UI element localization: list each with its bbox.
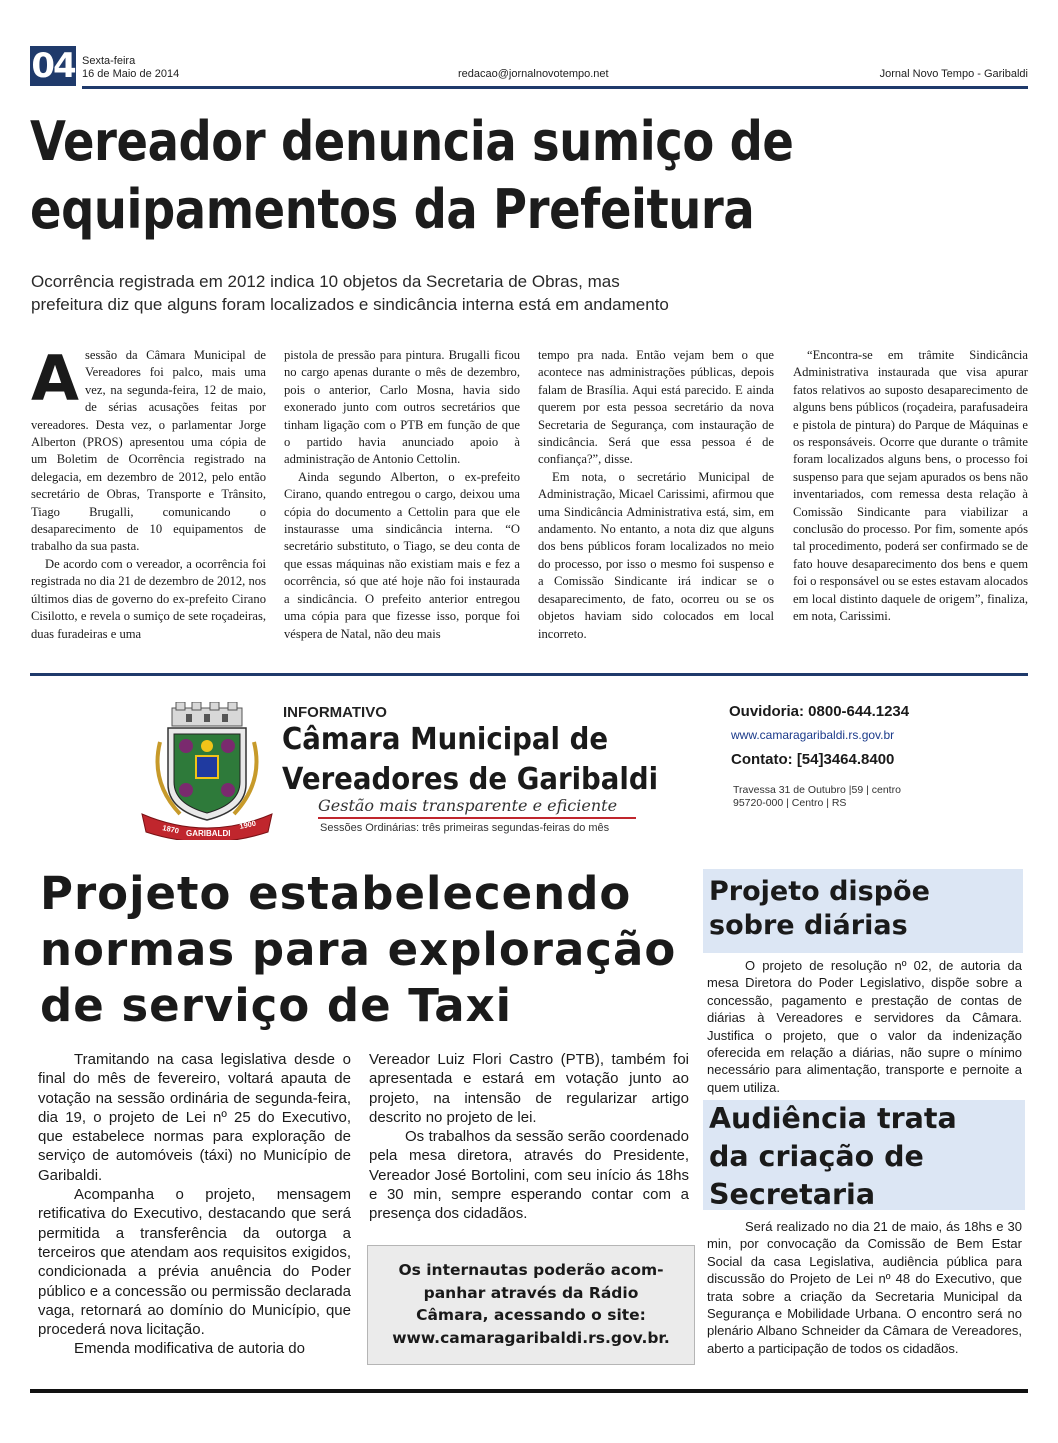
article1-column-4: [793, 347, 1028, 626]
slogan-underline: [318, 817, 636, 819]
article1-column-2: [284, 347, 520, 643]
headline-line: Secretaria: [709, 1178, 876, 1211]
camara-website-link[interactable]: www.camaragaribaldi.rs.gov.br: [731, 728, 895, 742]
promo-website-link[interactable]: www.camaragaribaldi.rs.gov.br.: [392, 1328, 670, 1347]
title-line: Câmara Municipal de: [282, 722, 609, 757]
newspaper-name: Jornal Novo Tempo - Garibaldi: [879, 68, 1028, 80]
article3-body: [707, 957, 1022, 1096]
article2-headline: [40, 866, 740, 1034]
paragraph: Vereador Luiz Flori Castro (PTB), também foi apresentada e estará em votação junto ao projeto, na intensão de regularizar artigo descrito no projeto de lei.: [369, 1051, 689, 1126]
paragraph: Emenda modificativa de autoria do: [74, 1340, 305, 1358]
subhead-line: Ocorrência registrada em 2012 indica 10 objetos da Secretaria de Obras, mas: [31, 272, 620, 291]
masthead: [30, 44, 1028, 90]
headline-line: Vereador denuncia sumiço de: [30, 110, 794, 173]
page-bottom-rule: [30, 1389, 1028, 1393]
article4-headline: [703, 1100, 1025, 1210]
crest-year-left: 1870: [161, 823, 180, 836]
contact-phone: Contato: [54]3464.8400: [731, 751, 895, 768]
article1-headline: [30, 108, 890, 244]
radio-camara-promo-box: [367, 1245, 695, 1365]
headline-line: da criação de: [709, 1140, 924, 1173]
paragraph: Ainda segundo Alberton, o ex-prefeito Cirano, quando entregou o cargo, deixou uma cópia do documento a Cettolin para que ele instaurasse uma sindicância interna. “O secretário substituto, o Tiago, se deu conta de que essas máquinas não existiam mais e fez a ocorrência, só que até hoje não foi instaurada a sindicância. O prefeito anterior entregou uma cópia para que fizesse isso, porque foi véspera de Natal, não deu mais: [284, 469, 520, 641]
paragraph: Em nota, o secretário Municipal de Administração, Micael Carissimi, afirmou que uma Sindicância Administrativa está, sim, em andamento. No entanto, a nota diz que alguns dos bens públicos foram localizados no meio do processo, por isso o mesmo foi suspenso e a Comissão Sindicante irá indicar se o desaparecimento, de fato, ocorreu ou se os objetos haviam sido colocados em local incorreto.: [538, 469, 774, 641]
headline-line: equipamentos da Prefeitura: [30, 178, 755, 241]
paragraph: Tramitando na casa legislativa desde o final do mês de fevereiro, voltará apauta de votação na sessão ordinária de segunda-feira, dia 19, o projeto de Lei nº 25 do Executivo, que estabelece normas para exploração de serviço de automóveis (táxi) no Município de Garibaldi.: [38, 1051, 351, 1184]
crest-year-right: 1900: [238, 818, 257, 831]
drop-cap: A: [31, 342, 79, 415]
promo-line: Câmara, acessando o site:: [416, 1306, 646, 1324]
camara-slogan: Gestão mais transparente e eficiente: [318, 796, 618, 815]
paragraph: O projeto de resolução nº 02, de autoria da mesa Diretora do Poder Legislativo, dispõe sobre a concessão, pagamento e prestação de contas de diárias à Vereadores e servidores da Câmara. Justifica o projeto, que o valor da indenização oferecida em relação a diárias, não supre o mínimo necessário para alimentação, transporte e pernoite a quem utiliza.: [707, 958, 1022, 1095]
paragraph: Os trabalhos da sessão serão coordenado pela mesa diretora, através do Presidente, Vereador José Bortolini, com seu início ás 18hs e 30 min, sempre esperando contar com a presença dos cidadãos.: [369, 1128, 689, 1223]
promo-line: Os internautas poderão acom-: [398, 1261, 664, 1279]
camara-crest-icon: [140, 702, 274, 840]
paragraph: sessão da Câmara Municipal de Vereadores foi palco, mais uma vez, na segunda-feira, 12 de maio, de sérias acusações feitas por vereadores. Desta vez, o parlamentar Jorge Alberton (PROS) apresentou uma cópia de um Boletim de Ocorrência registrado na delegacia, em dezembro de 2012, pelo então secretário de Obras, Transporte e Trânsito, Tiago Brugalli, comunicando o desaparecimento de 10 equipamentos de trabalho da sua pasta.: [31, 348, 266, 554]
page-number: 04: [31, 46, 75, 86]
newsroom-email[interactable]: redacao@jornalnovotempo.net: [458, 68, 609, 80]
article2-column-2: [369, 1050, 689, 1224]
issue-date: 16 de Maio de 2014: [82, 68, 180, 80]
sessions-note: Sessões Ordinárias: três primeiras segundas-feiras do mês: [320, 822, 610, 834]
date-block: [82, 55, 179, 81]
subhead-line: prefeitura diz que alguns foram localizados e sindicância interna está em andamento: [31, 295, 669, 314]
headline-line: Projeto dispõe: [709, 876, 930, 907]
promo-line: panhar através da Rádio: [423, 1283, 639, 1302]
informativo-label: INFORMATIVO: [283, 704, 387, 721]
ouvidoria-phone: Ouvidoria: 0800-644.1234: [729, 703, 910, 720]
title-line: Vereadores de Garibaldi: [282, 762, 659, 797]
camara-title: [282, 720, 658, 800]
camara-address: [733, 784, 901, 810]
article3-headline: [703, 869, 1023, 953]
article1-subhead: [31, 270, 731, 316]
masthead-rule: [82, 86, 1028, 89]
address-line: 95720-000 | Centro | RS: [733, 797, 847, 809]
crest-city: GARIBALDI: [186, 829, 231, 838]
headline-line: Audiência trata: [709, 1102, 957, 1135]
weekday: Sexta-feira: [82, 55, 136, 67]
article1-column-1: [31, 342, 266, 643]
paragraph: “Encontra-se em trâmite Sindicância Administrativa instaurada que visa apurar fatos relativos ao suposto desaparecimento de alguns bens públicos (roçadeira, parafusadeira e pistola de pintura) do Parque de Máquinas e os responsáveis. Ocorre que durante o trâmite foram localizados alguns bens, o processo foi suspenso para que sejam apurados os bens não inventariados, com remessa desta relação à Comissão Sindicante para viabilizar a conclusão do processo. Por fim, somente após tal procedimento, poderá ser confirmado se de fato houve desaparecimento dos bens e quem foi o responsável ou se estes estavam alocados em local distinto daquele de origem”, finaliza, em nota, Carissimi.: [793, 348, 1028, 624]
paragraph: pistola de pressão para pintura. Brugalli ficou no cargo apenas durante o mês de dezembro, pois o anterior, Carlo Mosna, havia sido exonerado junto com outros secretários que tinham ligação com o PTB em função de que o partido havia anunciado apoio à administração de Antonio Cettolin.: [284, 348, 520, 467]
article1-column-3: [538, 347, 774, 643]
article4-body: [707, 1218, 1022, 1357]
article2-column-1: [38, 1050, 351, 1359]
paragraph: De acordo com o vereador, a ocorrência foi registrada no dia 21 de dezembro de 2012, nos últimos dias de governo do ex-prefeito Cirano Cisilotto, e revela o sumiço de sete roçadeiras, duas furadeiras e uma: [31, 556, 266, 641]
paragraph: tempo pra nada. Então vejam bem o que acontece nas administrações públicas, depois falam de Brasília. Aqui está parecido. E ainda querem por esta pessoa secretário da nova Secretaria de Segurança, com instauração de sindicância. Será que essa pessoa é de confiança?”, disse.: [538, 348, 774, 467]
paragraph: Acompanha o projeto, mensagem retificativa do Executivo, destacando que será permitida a transferência da outorga a terceiros que atendam aos requisitos exigidos, condicionada a prévia anuência do Poder público e a concessão ou permissão declarada vaga, retornará ao domínio do Município, que procederá nova licitação.: [38, 1186, 351, 1339]
section-divider: [30, 673, 1028, 676]
headline-line: sobre diárias: [709, 910, 908, 941]
headline-line: Projeto estabelecendo: [40, 867, 632, 920]
headline-line: normas para exploração: [40, 923, 677, 976]
address-line: Travessa 31 de Outubro |59 | centro: [733, 784, 901, 796]
paragraph: Será realizado no dia 21 de maio, ás 18hs e 30 min, por convocação da Comissão de Bem Estar Social da casa Legislativa, audiência pública para discussão do Projeto de Lei nº 48 do Executivo, que trata sobre a criação da Secretaria Municipal da Segurança e Mobilidade Urbana. O encontro será no plenário Albano Schneider da Câmara de Vereadores, aberto a participação de todos os cidadãos.: [707, 1219, 1022, 1356]
headline-line: de serviço de Taxi: [40, 979, 513, 1032]
